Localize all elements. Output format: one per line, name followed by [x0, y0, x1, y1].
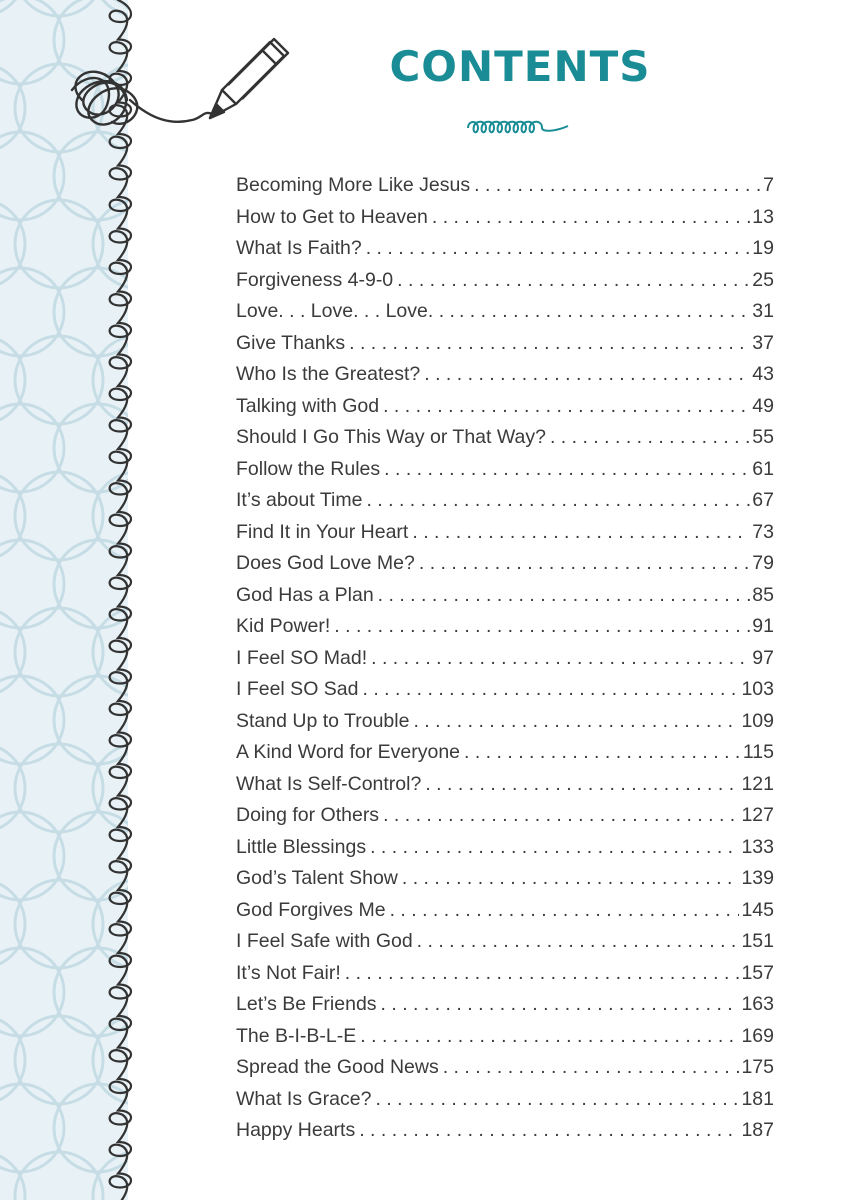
dot-leader — [424, 359, 750, 391]
toc-entry-title: What Is Grace? — [236, 1087, 372, 1110]
toc-entry-title: The B-I-B-L-E — [236, 1024, 357, 1047]
dot-leader — [383, 800, 739, 832]
toc-entry-title: Does God Love Me? — [236, 552, 415, 574]
toc-entry — [236, 202, 774, 234]
dot-leader — [366, 233, 751, 265]
toc-entry — [236, 454, 774, 486]
dot-leader — [334, 611, 750, 643]
toc-entry — [236, 328, 774, 360]
dot-leader — [383, 391, 750, 423]
toc-entry-page: 169 — [741, 1024, 774, 1047]
toc-entry — [236, 1115, 774, 1147]
toc-entry — [236, 422, 774, 454]
toc-entry-page: 79 — [752, 552, 774, 574]
toc-entry-page: 55 — [752, 426, 774, 448]
dot-leader — [417, 926, 740, 958]
dot-leader — [419, 548, 750, 580]
toc-entry — [236, 548, 774, 580]
toc-entry-title: God’s Talent Show — [236, 867, 398, 889]
toc-entry-page: 61 — [752, 457, 774, 480]
dot-leader — [345, 958, 740, 990]
toc-entry-page: 187 — [741, 1119, 774, 1141]
toc-entry-title: I Feel SO Mad! — [236, 646, 368, 669]
toc-entry-page: 49 — [752, 394, 774, 417]
toc-entry-title: Let’s Be Friends — [236, 993, 377, 1015]
dot-leader — [412, 517, 750, 549]
dot-leader — [397, 265, 750, 297]
toc-entry-title: Give Thanks — [236, 331, 346, 354]
toc-entry — [236, 863, 774, 895]
dot-leader — [550, 422, 750, 454]
toc-entry-title: Becoming More Like Jesus — [236, 174, 471, 196]
toc-entry-page: 85 — [752, 583, 774, 606]
toc-entry-title: How to Get to Heaven — [236, 205, 428, 228]
toc-entry — [236, 1021, 774, 1053]
dot-leader — [390, 895, 740, 927]
toc-entry — [236, 485, 774, 517]
dot-leader — [425, 769, 739, 801]
toc-entry-page: 109 — [741, 709, 774, 732]
toc-entry-title: God Forgives Me — [236, 898, 386, 921]
toc-entry-page: 151 — [741, 930, 774, 952]
toc-entry-title: Follow the Rules — [236, 457, 381, 480]
toc-entry-page: 163 — [741, 993, 774, 1015]
toc-entry-page: 103 — [741, 678, 774, 700]
dot-leader — [384, 454, 750, 486]
toc-entry-page: 31 — [752, 300, 774, 322]
toc-entry-title: I Feel SO Sad — [236, 678, 359, 700]
toc-entry-page: 91 — [752, 615, 774, 637]
dot-leader — [378, 580, 751, 612]
toc-entry — [236, 233, 774, 265]
toc-entry-page: 181 — [741, 1087, 774, 1110]
scribble-icon — [52, 30, 302, 150]
toc-entry — [236, 737, 774, 769]
toc-entry-title: Spread the Good News — [236, 1056, 439, 1078]
toc-entry-page: 7 — [763, 174, 774, 196]
toc-entry-page: 115 — [742, 741, 774, 763]
toc-entry-page: 73 — [752, 520, 774, 543]
dot-leader — [375, 1084, 739, 1116]
toc-entry — [236, 391, 774, 423]
table-of-contents — [236, 170, 774, 1147]
toc-entry-title: Stand Up to Trouble — [236, 709, 410, 732]
toc-entry-page: 175 — [741, 1056, 774, 1078]
toc-entry-page: 13 — [752, 205, 774, 228]
toc-entry — [236, 170, 774, 202]
toc-entry-title: Talking with God — [236, 394, 380, 417]
toc-entry — [236, 832, 774, 864]
dot-leader — [349, 328, 750, 360]
dot-leader — [370, 832, 739, 864]
toc-entry-title: Happy Hearts — [236, 1119, 356, 1141]
toc-entry-title: I Feel Safe with God — [236, 930, 413, 952]
dot-leader — [459, 296, 750, 328]
toc-entry-title: A Kind Word for Everyone — [236, 741, 461, 763]
dot-leader — [402, 863, 740, 895]
toc-entry — [236, 643, 774, 675]
pencil-icon — [210, 39, 288, 118]
dot-leader — [443, 1052, 740, 1084]
dot-leader — [413, 706, 739, 738]
toc-entry-title: Love. . . Love. . . Love. . . — [236, 300, 455, 322]
toc-entry-page: 157 — [741, 961, 774, 984]
toc-entry-page: 97 — [752, 646, 774, 669]
toc-entry-title: Forgiveness 4-9-0 — [236, 268, 394, 291]
toc-entry-title: It’s Not Fair! — [236, 961, 341, 984]
dot-leader — [362, 674, 739, 706]
dot-leader — [464, 737, 741, 769]
toc-entry — [236, 800, 774, 832]
toc-entry — [236, 1052, 774, 1084]
toc-entry-title: Who Is the Greatest? — [236, 363, 421, 385]
toc-entry-title: It’s about Time — [236, 489, 363, 511]
toc-entry-title: God Has a Plan — [236, 583, 374, 606]
wave-ornament-icon — [464, 116, 574, 136]
dot-leader — [366, 485, 750, 517]
dot-leader — [381, 989, 740, 1021]
toc-entry — [236, 611, 774, 643]
spiral-binding-icon — [96, 0, 146, 1200]
dot-leader — [432, 202, 750, 234]
toc-entry — [236, 1084, 774, 1116]
toc-entry-title: What Is Faith? — [236, 237, 362, 259]
toc-entry — [236, 926, 774, 958]
toc-entry — [236, 989, 774, 1021]
toc-entry-page: 127 — [741, 804, 774, 826]
toc-entry — [236, 517, 774, 549]
page-title: CONTENTS — [389, 42, 651, 91]
dot-leader — [371, 643, 750, 675]
toc-entry — [236, 265, 774, 297]
toc-entry-title: Kid Power! — [236, 615, 331, 637]
toc-entry-title: What Is Self-Control? — [236, 772, 422, 795]
toc-entry-title: Should I Go This Way or That Way? — [236, 426, 546, 448]
toc-entry-page: 43 — [752, 363, 774, 385]
toc-entry-page: 67 — [752, 489, 774, 511]
toc-entry — [236, 359, 774, 391]
toc-entry-page: 133 — [741, 835, 774, 858]
dot-leader — [474, 170, 761, 202]
toc-entry — [236, 706, 774, 738]
toc-entry-page: 145 — [741, 898, 774, 921]
toc-entry-page: 19 — [752, 237, 774, 259]
toc-entry — [236, 674, 774, 706]
toc-entry — [236, 769, 774, 801]
toc-entry-title: Doing for Others — [236, 804, 380, 826]
toc-entry-page: 25 — [752, 268, 774, 291]
toc-entry — [236, 296, 774, 328]
toc-entry-page: 139 — [741, 867, 774, 889]
toc-entry — [236, 895, 774, 927]
toc-entry-page: 121 — [741, 772, 774, 795]
toc-entry — [236, 580, 774, 612]
dot-leader — [360, 1021, 739, 1053]
toc-entry — [236, 958, 774, 990]
toc-entry-page: 37 — [752, 331, 774, 354]
toc-entry-title: Little Blessings — [236, 835, 367, 858]
dot-leader — [359, 1115, 739, 1147]
toc-entry-title: Find It in Your Heart — [236, 520, 409, 543]
